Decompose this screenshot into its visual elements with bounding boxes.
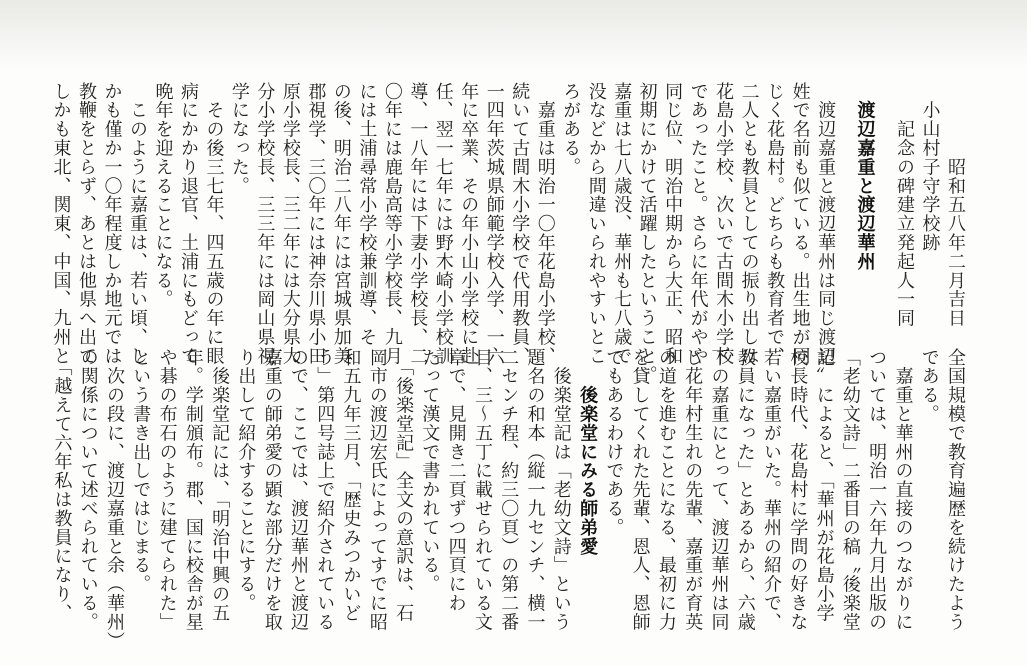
- text-line: を貸してくれた先輩、恩人、恩師: [629, 348, 651, 632]
- text-line: ついては、明治一六年九月出版の: [866, 348, 888, 632]
- text-line: 和五九年三月、「歴史みつかいど: [340, 348, 362, 623]
- text-line: 嘉重と華州の直接のつながりに: [892, 348, 914, 632]
- text-line: 病にかかり退官、土浦にもどって: [177, 82, 199, 366]
- text-line: ので、ここでは、渡辺華州と渡辺: [287, 348, 309, 632]
- text-line: 嘉重の師弟愛の顕な部分だけを取: [261, 348, 283, 632]
- text-line: 目、三～五丁に載せられている文: [471, 348, 493, 632]
- committee-line: 記念の碑建立発起人一同: [894, 82, 916, 328]
- text-line: 〇年には鹿島高等小学校長、九月: [381, 82, 403, 366]
- text-line: 原小学校長、三二年には大分県大: [279, 82, 301, 366]
- text-line: の後、明治二八年には宮城県加美: [330, 82, 352, 366]
- text-line: 嘉重は七八歳没、華州も七八歳で: [611, 82, 633, 366]
- text-line: じ花年村生れの先輩、嘉重が育英: [682, 348, 704, 632]
- text-line: じく花島村。どちらも教育者で、: [764, 82, 786, 366]
- text-line: 没などから間違いられやすいとこ: [585, 82, 607, 366]
- text-line: しかも東北、関東、中国、九州と: [50, 82, 72, 366]
- section-heading-korakudo: 後楽堂にみる師弟愛: [577, 348, 599, 556]
- text-line: 記〟によると、「華州が花島小学: [813, 348, 835, 623]
- section-heading-watanabe: 渡辺嘉重と渡辺華州: [854, 82, 876, 271]
- text-line: 後楽堂記は「老幼文詩」という: [550, 348, 572, 632]
- text-line: 導、一八年には下妻小学校長、二: [407, 82, 429, 366]
- text-line: 教鞭をとらず、あとは他県へ出て: [76, 82, 98, 366]
- text-line: 二センチ程、約三〇頁）の第二番: [498, 348, 520, 632]
- text-line: ろがある。: [560, 82, 582, 177]
- text-line: の関係について述べられている。: [77, 348, 99, 632]
- text-line: 初期にかけて活躍したということ。: [636, 82, 658, 385]
- text-line: 岡市の渡辺宏氏によってすでに昭: [366, 348, 388, 632]
- upper-section: [49, 82, 969, 385]
- text-line: 花島小学校、次いで古間木小学校: [713, 82, 735, 366]
- text-line: その後三七年、四五歳の年に眼: [203, 82, 225, 366]
- text-line: 「越えて六年私は教員になり、: [51, 348, 73, 623]
- text-line: でもあるわけである。: [603, 348, 625, 537]
- text-line: 嘉重は明治一〇年花島小学校、: [534, 82, 556, 366]
- text-line: 年に卒業、その年小山小学校に赴: [458, 82, 480, 366]
- text-line: 二人とも教員としての振り出しは: [738, 82, 760, 366]
- text-line: 全国規模で教育遍歴を続けたよう: [945, 348, 966, 632]
- text-line: の道を進むことになる、最初に力: [655, 348, 677, 632]
- text-line: である。: [918, 348, 940, 424]
- text-line: かも僅か一〇年程度しか地元では: [101, 82, 123, 366]
- text-line: 年。学制頒布。郡、国に校舎が星: [182, 348, 204, 632]
- text-line: には土浦尋常小学校兼訓導、そ: [356, 82, 378, 347]
- text-line: 教員になった」とあるから、六歳: [734, 348, 756, 632]
- text-line: 後楽堂記には、「明治中興の五: [209, 348, 231, 623]
- text-line: 分小学校長、三三年には岡山県視: [254, 82, 276, 366]
- text-line: 次の段に、渡辺嘉重と余（華州）: [104, 348, 125, 651]
- text-line: 章で、見開き二頁ずつ四頁にわ: [445, 348, 467, 613]
- text-line: 郡視学、三〇年には神奈川県小田: [305, 82, 327, 366]
- text-line: であったこと。さらに年代がやや: [687, 82, 709, 366]
- text-line: う」第四号誌上で紹介されている: [314, 348, 336, 632]
- text-line: 題名の和本（縦一九センチ、横一: [524, 348, 546, 632]
- text-line: 晩年を迎えることになる。: [152, 82, 174, 309]
- text-line: 姓で名前も似ている。出生地が同: [789, 82, 811, 366]
- text-line: 学になった。: [228, 82, 250, 196]
- text-line: たって漢文で書かれている。: [419, 348, 441, 594]
- text-line: 「後楽堂記」全文の意訳は、石: [393, 348, 415, 623]
- text-line: 「老幼文詩」二番目の稿〝後楽堂: [839, 348, 861, 632]
- text-line: 校長時代、花島村に学問の好きな: [787, 348, 809, 632]
- text-line: 一四年茨城県師範学校入学、一六: [483, 82, 505, 366]
- text-line: 渡辺嘉重と渡辺華州は同じ渡辺: [815, 82, 837, 366]
- text-line: 若い嘉重がいた。華州の紹介で、: [761, 348, 783, 632]
- text-line: や碁の布石のように建てられた」: [156, 348, 178, 632]
- site-line: 小山村子守学校跡: [919, 82, 941, 253]
- date-line: 昭和五八年二月吉日: [945, 82, 966, 328]
- text-line: このように嘉重は、若い頃、し: [126, 82, 148, 366]
- text-line: り出して紹介することにする。: [235, 348, 257, 613]
- text-line: という書き出しではじまる。: [130, 348, 152, 594]
- text-line: 続いて古間木小学校で代用教員、: [509, 82, 531, 366]
- text-line: 同じ位、明治中期から大正、昭和: [662, 82, 684, 366]
- text-line: 下の嘉重にとって、渡辺華州は同: [708, 348, 730, 632]
- text-line: 任、翌一七年には野木崎小学校訓: [432, 82, 454, 366]
- lower-section: [49, 348, 969, 651]
